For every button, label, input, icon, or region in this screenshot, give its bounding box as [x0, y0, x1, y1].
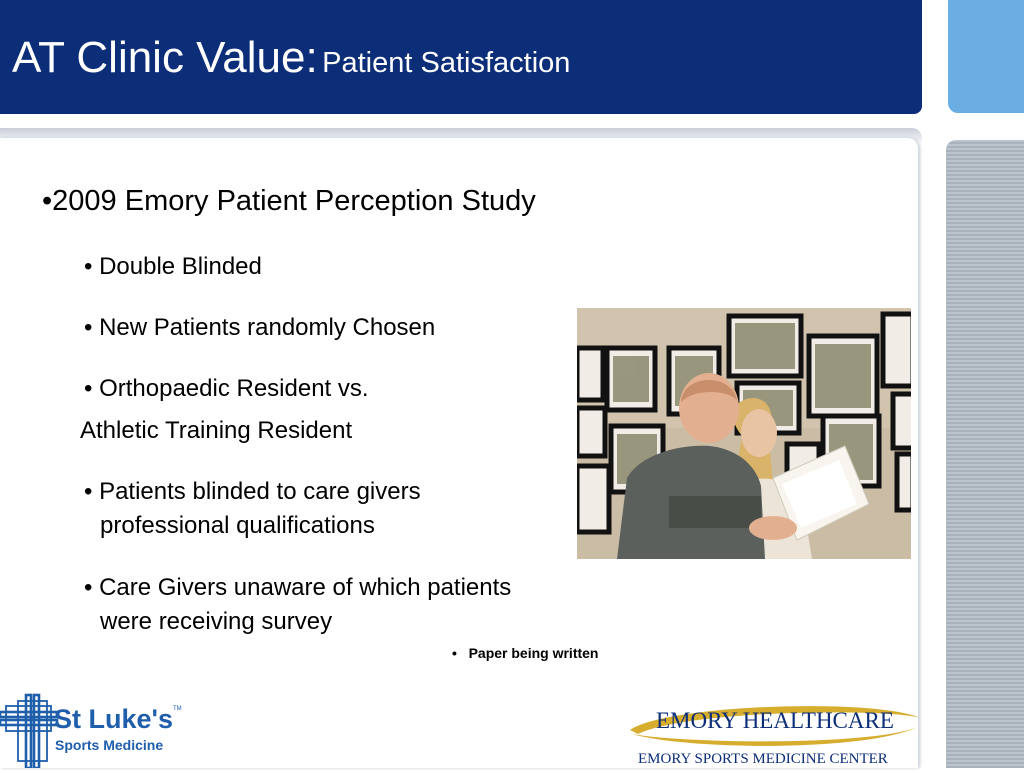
bullet-new-patients: [84, 314, 435, 342]
bullet-main: [42, 185, 536, 218]
bullet-glyph: •: [42, 185, 53, 217]
bullet-text: New Patients randomly Chosen: [99, 314, 436, 341]
bullet-double-blinded: [84, 253, 262, 281]
bullet-patients-blinded-line2: professional qualifications: [100, 512, 375, 539]
bullet-ortho-resident-line2: Athletic Training Resident: [80, 417, 353, 444]
bullet-patients-blinded: [84, 478, 421, 506]
photo-two-people-reviewing-paper: [577, 308, 911, 559]
note-text: Paper being written: [468, 645, 599, 661]
bullet-main-text: 2009 Emory Patient Perception Study: [52, 185, 536, 217]
st-lukes-logo-graphic: [0, 690, 200, 768]
logo-tm: TM: [173, 706, 182, 712]
st-lukes-logo: [0, 690, 200, 768]
bullet-glyph: •: [84, 253, 93, 280]
title-sub: Patient Satisfaction: [322, 47, 571, 79]
bullet-care-givers: [84, 574, 511, 602]
emory-sub: EMORY SPORTS MEDICINE CENTER: [638, 751, 888, 767]
bullet-glyph: •: [452, 645, 457, 661]
page-title: [12, 33, 570, 83]
bullet-glyph: •: [84, 375, 93, 402]
title-main: AT Clinic Value:: [12, 33, 318, 82]
bullet-glyph: •: [84, 478, 93, 505]
bullet-text: Orthopaedic Resident vs.: [99, 375, 369, 402]
bullet-text: Patients blinded to care givers: [99, 478, 421, 505]
decorative-side-stripes: [946, 140, 1024, 768]
emory-healthcare-logo: [628, 700, 922, 768]
logo-name: St Luke's: [54, 704, 173, 734]
emory-name: EMORY HEALTHCARE: [656, 708, 894, 733]
paper-note: [452, 645, 599, 661]
logo-sub: Sports Medicine: [55, 737, 164, 753]
title-banner: [0, 0, 922, 114]
bullet-text: Double Blinded: [99, 253, 262, 280]
photo: [577, 308, 911, 559]
bullet-care-givers-line2: were receiving survey: [100, 608, 333, 635]
bullet-ortho-resident: [84, 375, 369, 403]
decorative-side-block-top: [948, 0, 1024, 113]
bullet-text: Care Givers unaware of which patients: [99, 574, 512, 601]
bullet-glyph: •: [84, 574, 93, 601]
bullet-glyph: •: [84, 314, 93, 341]
